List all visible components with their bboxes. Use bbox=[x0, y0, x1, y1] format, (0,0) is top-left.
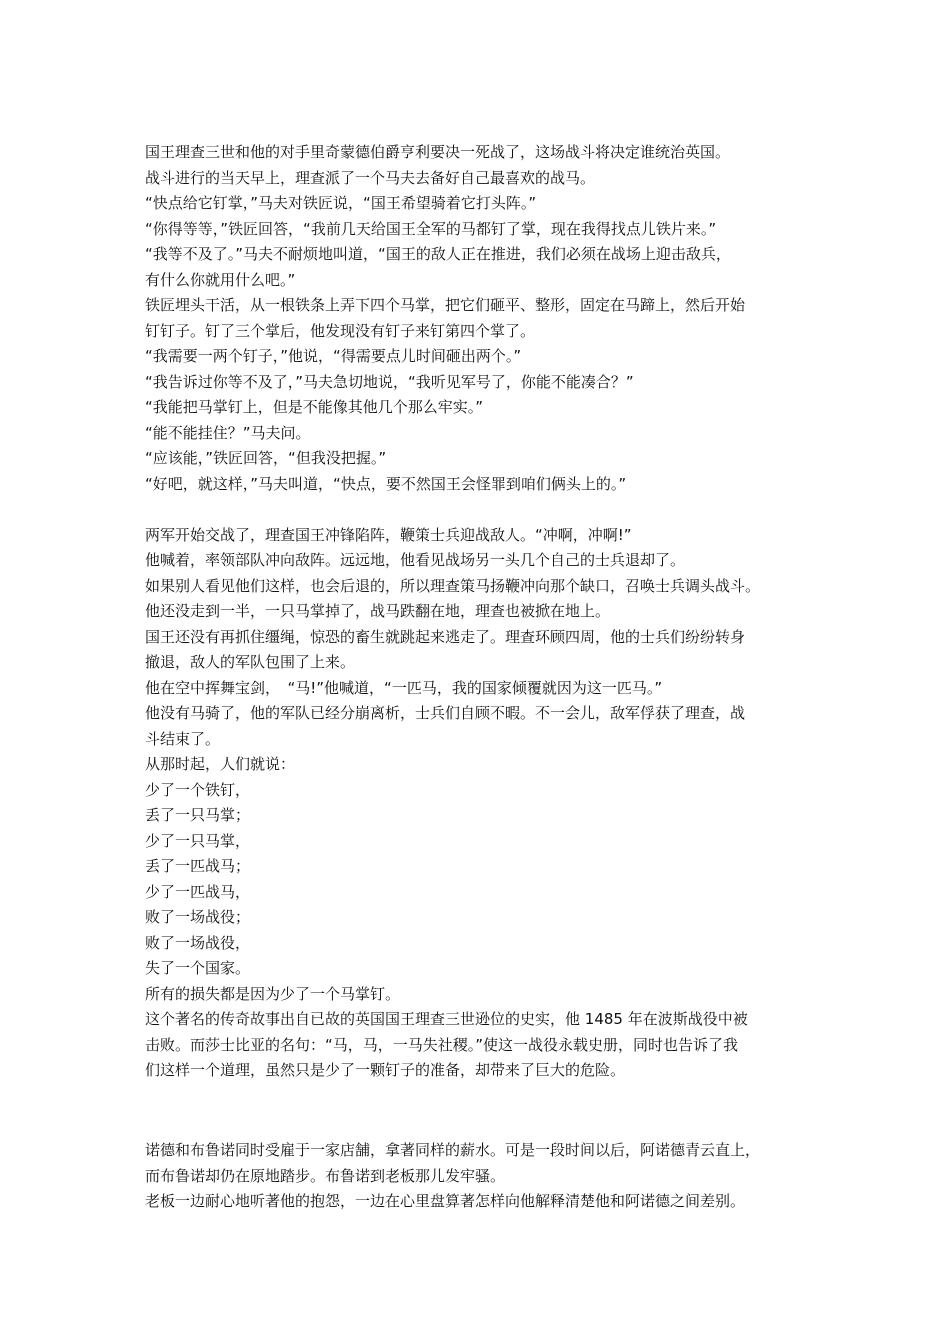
paragraph-line: 所有的损失都是因为少了一个马掌钉。 bbox=[145, 984, 401, 1003]
poem-line: 败了一场战役； bbox=[145, 908, 251, 926]
poem-line: 少了一只马掌， bbox=[145, 831, 251, 850]
poem-line: 少了一个铁钉， bbox=[145, 780, 251, 799]
paragraph-spacer bbox=[145, 497, 820, 523]
paragraph-line: 他喊着，率领部队冲向敌阵。远远地，他看见战场另一头几个自己的士兵退却了。 bbox=[145, 551, 686, 569]
paragraph-line: “能不能挂住？”马夫问。 bbox=[145, 423, 311, 442]
poem-line: 失了一个国家。 bbox=[145, 959, 251, 977]
story-horseshoe-nail bbox=[145, 140, 820, 1084]
paragraph-line: 们这样一个道理，虽然只是少了一颗钉子的准备，却带来了巨大的危险。 bbox=[145, 1061, 626, 1079]
paragraph-line: 老板一边耐心地听著他的抱怨，一边在心里盘算著怎样向他解释清楚他和阿诺德之间差别。 bbox=[145, 1192, 746, 1210]
poem-line: 丢了一匹战马； bbox=[145, 857, 251, 875]
paragraph-line: 撤退，敌人的军队包围了上来。 bbox=[145, 653, 356, 671]
paragraph-line: 战斗进行的当天早上，理查派了一个马夫去备好自己最喜欢的战马。 bbox=[145, 168, 596, 187]
poem-line: 丢了一只马掌； bbox=[145, 806, 251, 824]
poem-line: 少了一匹战马， bbox=[145, 882, 251, 901]
paragraph-line: 国王还没有再抓住缰绳，惊恐的畜生就跳起来逃走了。理查环顾四周，他的士兵们纷纷转身 bbox=[145, 627, 746, 646]
paragraph-line: 铁匠埋头干活，从一根铁条上弄下四个马掌，把它们砸平、整形，固定在马蹄上，然后开始 bbox=[145, 296, 746, 314]
paragraph-line: “我等不及了。”马夫不耐烦地叫道，“国王的敌人正在推进，我们必须在战场上迎击敌兵， bbox=[145, 245, 731, 263]
story-part-1 bbox=[145, 140, 820, 497]
paragraph-line: “我需要一两个钉子，”他说，“得需要点儿时间砸出两个。” bbox=[145, 347, 522, 365]
paragraph-line: 从那时起，人们就说： bbox=[145, 755, 296, 773]
paragraph-line: “我告诉过你等不及了，”马夫急切地说，“我听见军号了，你能不能凑合？” bbox=[145, 372, 634, 391]
paragraph-line: 这个著名的传奇故事出自已故的英国国王理查三世逊位的史实，他 1485 年在波斯战役中被 bbox=[145, 1010, 748, 1028]
paragraph-line: 他在空中挥舞宝剑， “马!”他喊道，“一匹马，我的国家倾覆就因为这一匹马。” bbox=[145, 678, 663, 697]
paragraph-line: “我能把马掌钉上，但是不能像其他几个那么牢实。” bbox=[145, 398, 484, 416]
paragraph-line: “好吧，就这样，”马夫叫道，“快点，要不然国王会怪罪到咱们俩头上的。” bbox=[145, 474, 627, 493]
story-arnold-bruno bbox=[145, 1138, 820, 1215]
paragraph-line: 而布鲁诺却仍在原地踏步。布鲁诺到老板那儿发牢骚。 bbox=[145, 1166, 506, 1185]
poem-line: 败了一场战役， bbox=[145, 933, 251, 952]
paragraph-line: 斗结束了。 bbox=[145, 729, 221, 748]
story-part-2 bbox=[145, 523, 820, 1084]
paragraph-line: “应该能，”铁匠回答，“但我没把握。” bbox=[145, 449, 387, 467]
paragraph-line: 钉钉子。钉了三个掌后，他发现没有钉子来钉第四个掌了。 bbox=[145, 321, 536, 340]
paragraph-line: 他没有马骑了，他的军队已经分崩离析，士兵们自顾不暇。不一会儿，敌军俘获了理查，战 bbox=[145, 704, 746, 722]
paragraph-line: 如果别人看见他们这样，也会后退的，所以理查策马扬鞭冲向那个缺口，召唤士兵调头战斗。 bbox=[145, 576, 761, 595]
paragraph-line: 击败。而莎士比亚的名句：“马，马，一马失社稷。”使这一战役永载史册，同时也告诉了我 bbox=[145, 1035, 739, 1054]
paragraph-line: 他还没走到一半，一只马掌掉了，战马跌翻在地，理查也被掀在地上。 bbox=[145, 602, 611, 620]
paragraph-line: “你得等等，”铁匠回答，“我前几天给国王全军的马都钉了掌，现在我得找点儿铁片来。” bbox=[145, 219, 717, 238]
paragraph-line: 诺德和布鲁诺同时受雇于一家店舗，拿著同样的薪水。可是一段时间以后，阿诺德青云直上， bbox=[145, 1141, 761, 1159]
paragraph-line: 有什么你就用什么吧。” bbox=[145, 270, 296, 289]
paragraph-line: “快点给它钉掌，”马夫对铁匠说，“国王希望骑着它打头阵。” bbox=[145, 194, 537, 212]
paragraph-line: 国王理查三世和他的对手里奇蒙德伯爵亨利要决一死战了，这场战斗将决定谁统治英国。 bbox=[145, 143, 731, 161]
paragraph-line: 两军开始交战了，理查国王冲锋陷阵，鞭策士兵迎战敌人。“冲啊，冲啊!” bbox=[145, 525, 632, 544]
